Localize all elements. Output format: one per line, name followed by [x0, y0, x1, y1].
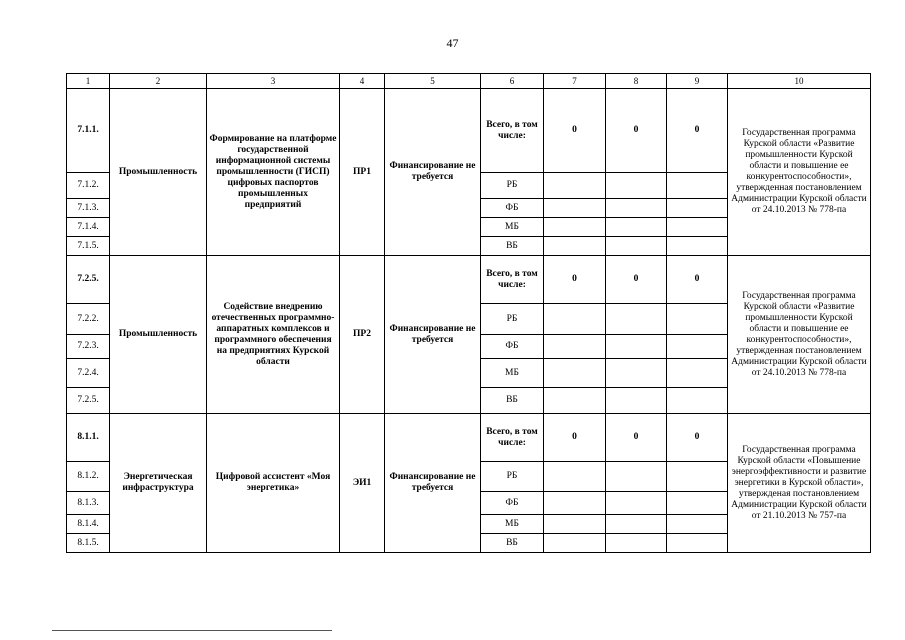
amount-cell	[667, 359, 728, 388]
measure-cell: Содействие внедрению отечественных программно-аппаратных комплексов и программного обеспечения на предприятиях Курской области	[207, 256, 340, 414]
amount-cell	[606, 359, 667, 388]
funding-source: МБ	[481, 515, 544, 534]
funding-source: Всего, в том числе:	[481, 89, 544, 173]
sector-cell: Промышленность	[110, 256, 207, 414]
column-header: 5	[385, 74, 481, 89]
amount-cell: 0	[606, 414, 667, 462]
column-header: 3	[207, 74, 340, 89]
amount-cell	[544, 534, 606, 553]
program-cell: Государственная программа Курской области «Развитие промышленности Курской области и повышение ее конкурентоспособности», утвержденная постановлением Администрации Курской области от 24.10.2013 № 778-па	[728, 256, 871, 414]
table-row	[67, 256, 871, 304]
funding-source: ФБ	[481, 492, 544, 515]
item-code: 8.1.1.	[67, 414, 110, 462]
item-code: 7.1.2.	[67, 173, 110, 199]
amount-cell: 0	[606, 89, 667, 173]
amount-cell: 0	[544, 89, 606, 173]
column-header: 6	[481, 74, 544, 89]
financing-cell: Финансирование не требуется	[385, 414, 481, 553]
header-row	[67, 74, 871, 89]
amount-cell	[606, 218, 667, 237]
amount-cell	[606, 173, 667, 199]
sector-cell: Промышленность	[110, 89, 207, 256]
measure-id: ПР2	[340, 256, 385, 414]
footnote-rule	[52, 630, 332, 631]
item-code: 7.1.5.	[67, 237, 110, 256]
amount-cell	[544, 335, 606, 359]
amount-cell	[544, 515, 606, 534]
page-number: 47	[446, 36, 459, 50]
funding-source: МБ	[481, 218, 544, 237]
column-header: 9	[667, 74, 728, 89]
column-header: 7	[544, 74, 606, 89]
amount-cell	[606, 462, 667, 492]
amount-cell	[606, 492, 667, 515]
amount-cell	[544, 218, 606, 237]
amount-cell	[667, 304, 728, 335]
item-code: 7.2.5.	[67, 388, 110, 414]
amount-cell: 0	[667, 256, 728, 304]
amount-cell: 0	[544, 256, 606, 304]
funding-source: МБ	[481, 359, 544, 388]
amount-cell	[667, 388, 728, 414]
item-code: 7.1.4.	[67, 218, 110, 237]
funding-source: ФБ	[481, 335, 544, 359]
amount-cell	[544, 173, 606, 199]
item-code: 7.2.3.	[67, 335, 110, 359]
item-code: 8.1.3.	[67, 492, 110, 515]
item-code: 8.1.5.	[67, 534, 110, 553]
item-code: 7.2.4.	[67, 359, 110, 388]
amount-cell: 0	[544, 414, 606, 462]
funding-source: ВБ	[481, 534, 544, 553]
item-code: 7.2.5.	[67, 256, 110, 304]
funding-source: ВБ	[481, 388, 544, 414]
amount-cell	[606, 388, 667, 414]
amount-cell	[667, 462, 728, 492]
item-code: 7.1.1.	[67, 89, 110, 173]
amount-cell: 0	[667, 89, 728, 173]
amount-cell	[667, 534, 728, 553]
measure-cell: Цифровой ассистент «Моя энергетика»	[207, 414, 340, 553]
amount-cell: 0	[606, 256, 667, 304]
amount-cell	[544, 304, 606, 335]
amount-cell	[667, 199, 728, 218]
amount-cell	[544, 237, 606, 256]
amount-cell	[606, 237, 667, 256]
amount-cell	[667, 335, 728, 359]
amount-cell	[606, 199, 667, 218]
funding-source: РБ	[481, 462, 544, 492]
amount-cell	[544, 199, 606, 218]
table-row	[67, 89, 871, 173]
amount-cell	[544, 359, 606, 388]
funding-source: Всего, в том числе:	[481, 256, 544, 304]
amount-cell	[667, 237, 728, 256]
amount-cell	[606, 534, 667, 553]
amount-cell	[544, 492, 606, 515]
amount-cell	[606, 515, 667, 534]
program-cell: Государственная программа Курской области «Развитие промышленности Курской области и повышение ее конкурентоспособности», утвержденная постановлением Администрации Курской области от 24.10.2013 № 778-па	[728, 89, 871, 256]
amount-cell	[606, 335, 667, 359]
measures-table	[66, 73, 871, 553]
column-header: 4	[340, 74, 385, 89]
item-code: 7.1.3.	[67, 199, 110, 218]
funding-source: ФБ	[481, 199, 544, 218]
column-header: 2	[110, 74, 207, 89]
funding-source: ВБ	[481, 237, 544, 256]
amount-cell	[544, 462, 606, 492]
funding-source: РБ	[481, 304, 544, 335]
program-cell: Государственная программа Курской области «Повышение энергоэффективности и развитие энергетики в Курской области», утвержденая постановлением Администрации Курской области от 21.10.2013 № 757-па	[728, 414, 871, 553]
amount-cell	[667, 218, 728, 237]
amount-cell	[667, 173, 728, 199]
table-row	[67, 414, 871, 462]
column-header: 10	[728, 74, 871, 89]
amount-cell	[667, 492, 728, 515]
item-code: 8.1.4.	[67, 515, 110, 534]
item-code: 7.2.2.	[67, 304, 110, 335]
amount-cell	[606, 304, 667, 335]
amount-cell	[667, 515, 728, 534]
measure-id: ЭИ1	[340, 414, 385, 553]
amount-cell: 0	[667, 414, 728, 462]
column-header: 8	[606, 74, 667, 89]
measure-id: ПР1	[340, 89, 385, 256]
item-code: 8.1.2.	[67, 462, 110, 492]
sector-cell: Энергетическая инфраструктура	[110, 414, 207, 553]
funding-source: Всего, в том числе:	[481, 414, 544, 462]
column-header: 1	[67, 74, 110, 89]
financing-cell: Финансирование не требуется	[385, 89, 481, 256]
measure-cell: Формирование на платформе государственной информационной системы промышленности (ГИСП) цифровых паспортов промышленных предприятий	[207, 89, 340, 256]
amount-cell	[544, 388, 606, 414]
financing-cell: Финансирование не требуется	[385, 256, 481, 414]
funding-source: РБ	[481, 173, 544, 199]
